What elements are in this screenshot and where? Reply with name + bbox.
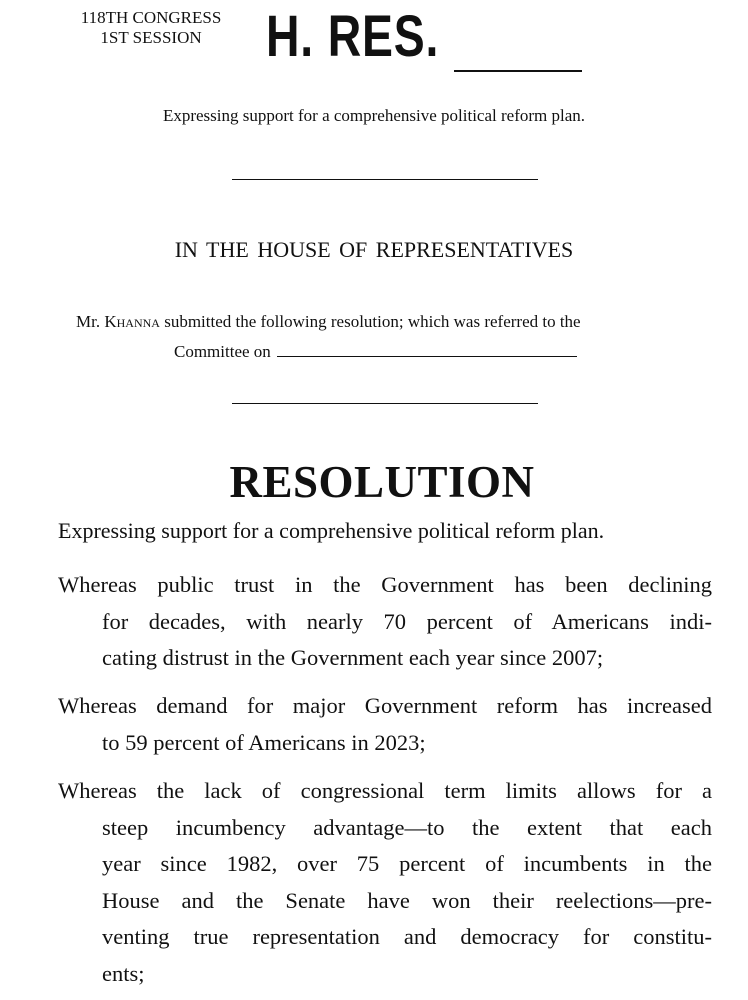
official-title: Expressing support for a comprehensive political reform plan. (58, 518, 605, 543)
whereas-clause (58, 688, 712, 761)
sponsor-prefix: Mr. (76, 312, 101, 331)
whereas-clause (58, 567, 712, 677)
document-type-heading: RESOLUTION (229, 457, 535, 507)
measure-number-blank (454, 70, 582, 72)
clause-line: Whereas public trust in the Government has been declining (58, 572, 712, 597)
divider-rule (232, 179, 538, 180)
sponsor-name: Khanna (104, 312, 160, 331)
clause-line: to 59 percent of Americans in 2023; (102, 729, 426, 755)
session-label: 1ST SESSION (100, 28, 202, 47)
clause-line: year since 1982, over 75 percent of incumbents in the (102, 851, 712, 876)
measure-type: H. RES. (266, 4, 440, 69)
clause-line: Whereas demand for major Government reform has increased (58, 693, 712, 718)
clause-line: venting true representation and democracy for constitu- (102, 924, 712, 949)
chamber-heading: IN THE HOUSE OF REPRESENTATIVES (174, 237, 574, 262)
clause-line: steep incumbency advantage—to the extent that each (102, 814, 712, 840)
clause-line: House and the Senate have won their reelections—pre- (102, 887, 712, 913)
divider-rule (232, 403, 538, 404)
clause-line: Whereas the lack of congressional term limits allows for a (58, 778, 712, 803)
short-title: Expressing support for a comprehensive political reform plan. (162, 106, 586, 125)
clause-line: cating distrust in the Government each year since 2007; (102, 645, 604, 670)
clause-line: for decades, with nearly 70 percent of Americans indi- (102, 608, 712, 634)
congress-session-block (62, 8, 240, 48)
sponsor-action: submitted the following resolution; which was referred to the (164, 312, 581, 331)
committee-label: Committee on (174, 342, 271, 361)
sponsor-statement (76, 312, 716, 362)
clause-line: ents; (102, 960, 145, 986)
whereas-clause (58, 773, 712, 992)
congress-number: 118TH CONGRESS (80, 8, 222, 27)
committee-blank (277, 340, 577, 357)
